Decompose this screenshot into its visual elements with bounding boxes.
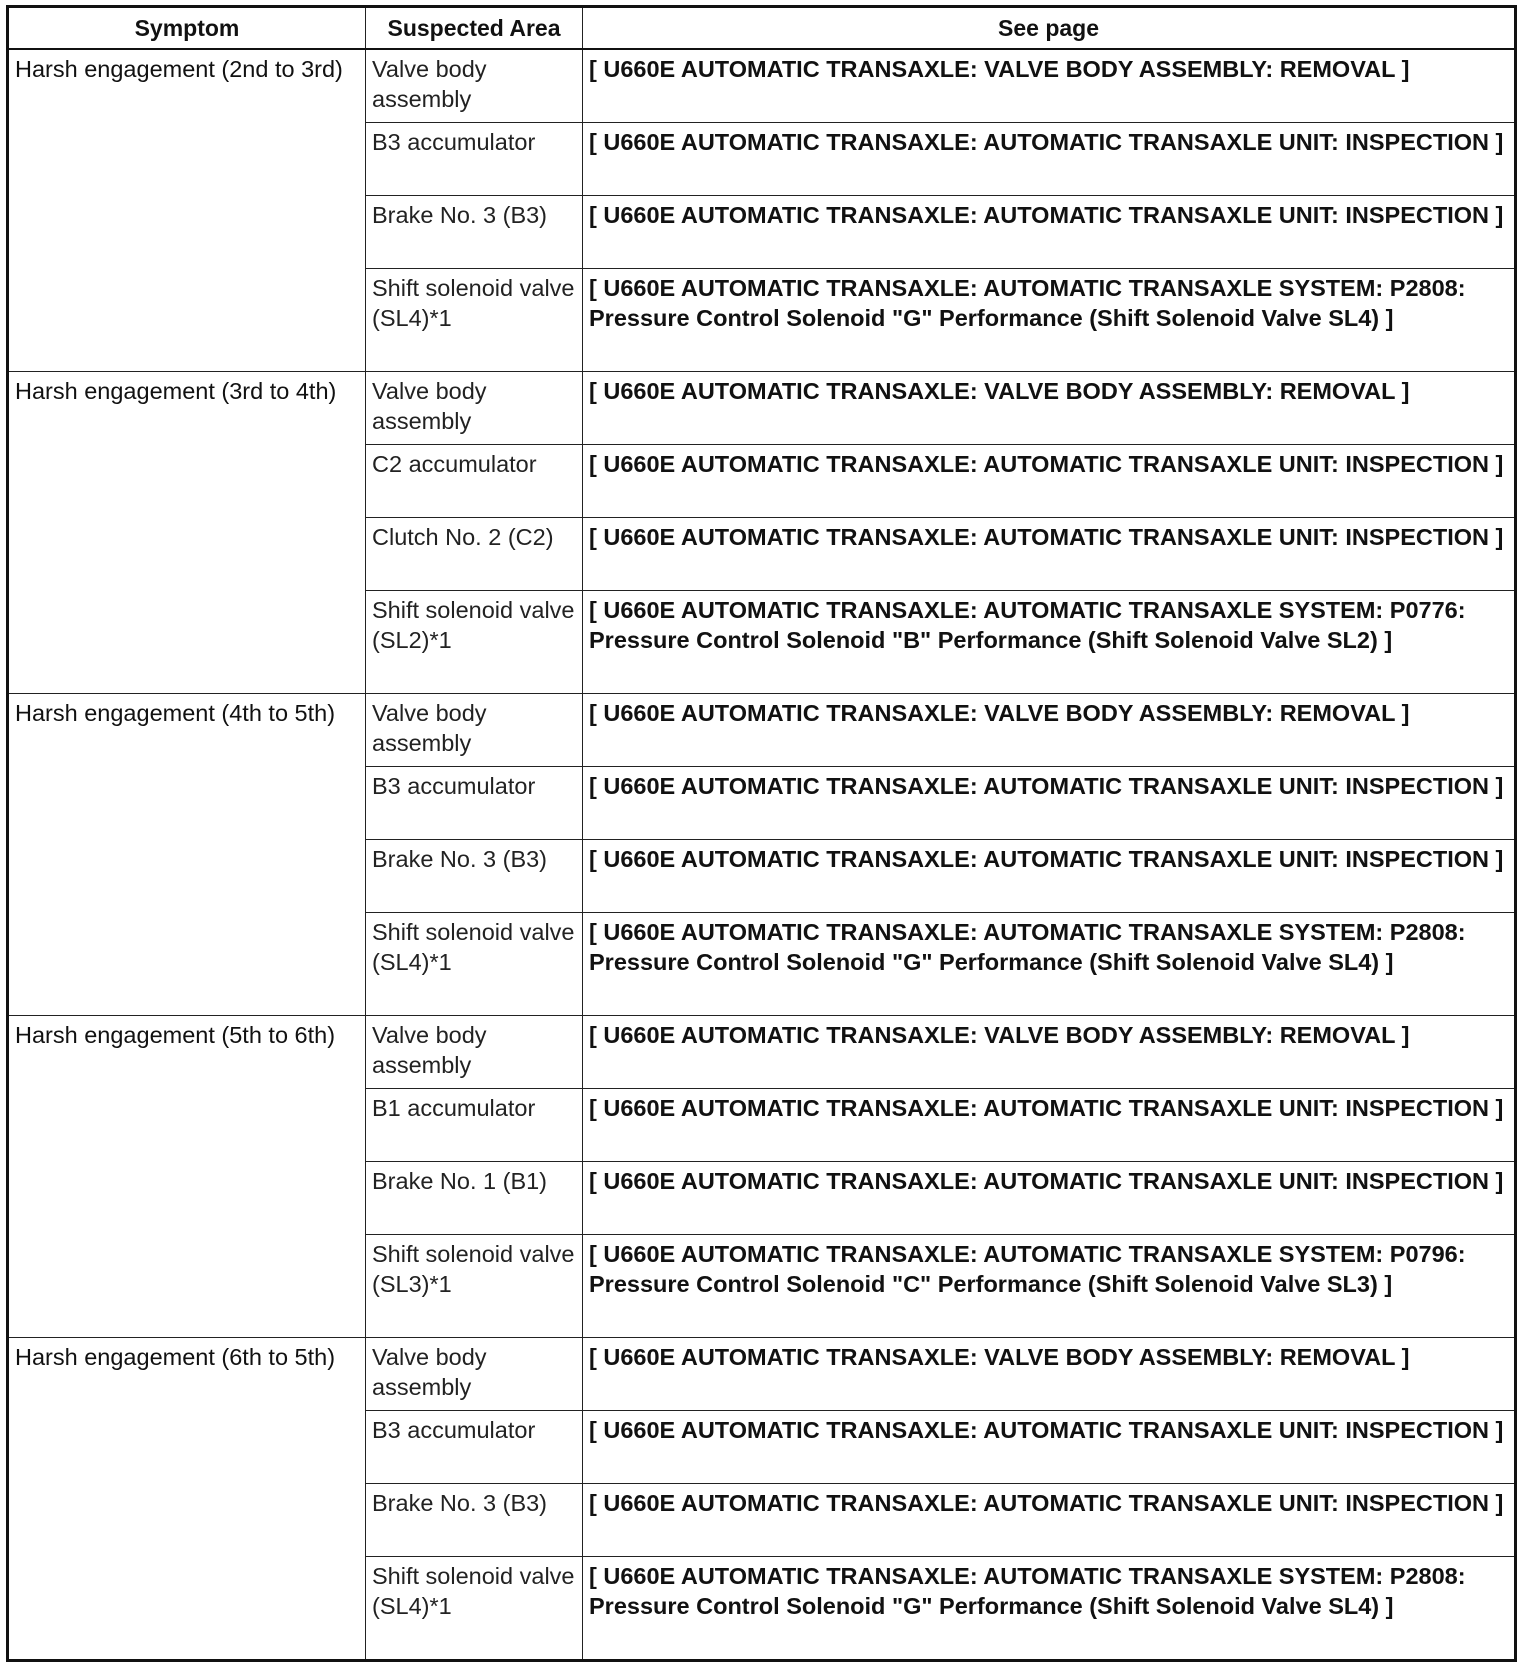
table-row: [8, 372, 1516, 445]
see-page-link[interactable]: [ U660E AUTOMATIC TRANSAXLE: AUTOMATIC TRANSAXLE UNIT: INSPECTION ]: [583, 1162, 1516, 1235]
see-page-link[interactable]: [ U660E AUTOMATIC TRANSAXLE: AUTOMATIC TRANSAXLE SYSTEM: P0776: Pressure Control Solenoid "B" Performance (Shift Solenoid Valve SL2) ]: [583, 591, 1516, 694]
symptom-cell: Harsh engagement (3rd to 4th): [8, 372, 366, 694]
table-row: [8, 1016, 1516, 1089]
table-body: [8, 49, 1516, 1661]
symptom-table: [6, 5, 1517, 1662]
see-page-link[interactable]: [ U660E AUTOMATIC TRANSAXLE: AUTOMATIC TRANSAXLE UNIT: INSPECTION ]: [583, 840, 1516, 913]
see-page-link[interactable]: [ U660E AUTOMATIC TRANSAXLE: AUTOMATIC TRANSAXLE UNIT: INSPECTION ]: [583, 196, 1516, 269]
see-page-link[interactable]: [ U660E AUTOMATIC TRANSAXLE: AUTOMATIC TRANSAXLE UNIT: INSPECTION ]: [583, 1484, 1516, 1557]
see-page-link[interactable]: [ U660E AUTOMATIC TRANSAXLE: AUTOMATIC TRANSAXLE UNIT: INSPECTION ]: [583, 518, 1516, 591]
suspected-area-cell: Shift solenoid valve (SL3)*1: [366, 1235, 583, 1338]
see-page-link[interactable]: [ U660E AUTOMATIC TRANSAXLE: VALVE BODY ASSEMBLY: REMOVAL ]: [583, 49, 1516, 123]
see-page-link[interactable]: [ U660E AUTOMATIC TRANSAXLE: VALVE BODY ASSEMBLY: REMOVAL ]: [583, 1016, 1516, 1089]
symptom-cell: Harsh engagement (2nd to 3rd): [8, 49, 366, 372]
table-header: [8, 7, 1516, 50]
suspected-area-cell: Valve body assembly: [366, 1338, 583, 1411]
table-row: [8, 694, 1516, 767]
suspected-area-cell: Shift solenoid valve (SL2)*1: [366, 591, 583, 694]
header-see-page: See page: [583, 7, 1516, 50]
see-page-link[interactable]: [ U660E AUTOMATIC TRANSAXLE: AUTOMATIC TRANSAXLE UNIT: INSPECTION ]: [583, 123, 1516, 196]
see-page-link[interactable]: [ U660E AUTOMATIC TRANSAXLE: AUTOMATIC TRANSAXLE SYSTEM: P2808: Pressure Control Solenoid "G" Performance (Shift Solenoid Valve SL4) ]: [583, 269, 1516, 372]
document-page: [6, 5, 1517, 1662]
see-page-link[interactable]: [ U660E AUTOMATIC TRANSAXLE: AUTOMATIC TRANSAXLE SYSTEM: P2808: Pressure Control Solenoid "G" Performance (Shift Solenoid Valve SL4) ]: [583, 913, 1516, 1016]
see-page-link[interactable]: [ U660E AUTOMATIC TRANSAXLE: AUTOMATIC TRANSAXLE UNIT: INSPECTION ]: [583, 1089, 1516, 1162]
see-page-link[interactable]: [ U660E AUTOMATIC TRANSAXLE: VALVE BODY ASSEMBLY: REMOVAL ]: [583, 1338, 1516, 1411]
header-suspected-area: Suspected Area: [366, 7, 583, 50]
suspected-area-cell: Brake No. 3 (B3): [366, 1484, 583, 1557]
suspected-area-cell: Valve body assembly: [366, 49, 583, 123]
suspected-area-cell: Shift solenoid valve (SL4)*1: [366, 269, 583, 372]
suspected-area-cell: C2 accumulator: [366, 445, 583, 518]
symptom-cell: Harsh engagement (5th to 6th): [8, 1016, 366, 1338]
suspected-area-cell: B3 accumulator: [366, 767, 583, 840]
see-page-link[interactable]: [ U660E AUTOMATIC TRANSAXLE: VALVE BODY ASSEMBLY: REMOVAL ]: [583, 372, 1516, 445]
see-page-link[interactable]: [ U660E AUTOMATIC TRANSAXLE: AUTOMATIC TRANSAXLE SYSTEM: P0796: Pressure Control Solenoid "C" Performance (Shift Solenoid Valve SL3) ]: [583, 1235, 1516, 1338]
see-page-link[interactable]: [ U660E AUTOMATIC TRANSAXLE: AUTOMATIC TRANSAXLE UNIT: INSPECTION ]: [583, 445, 1516, 518]
suspected-area-cell: Shift solenoid valve (SL4)*1: [366, 913, 583, 1016]
header-row: [8, 7, 1516, 50]
header-symptom: Symptom: [8, 7, 366, 50]
suspected-area-cell: Brake No. 3 (B3): [366, 840, 583, 913]
symptom-cell: Harsh engagement (6th to 5th): [8, 1338, 366, 1661]
suspected-area-cell: Valve body assembly: [366, 1016, 583, 1089]
symptom-cell: Harsh engagement (4th to 5th): [8, 694, 366, 1016]
table-row: [8, 49, 1516, 123]
suspected-area-cell: Brake No. 3 (B3): [366, 196, 583, 269]
suspected-area-cell: Clutch No. 2 (C2): [366, 518, 583, 591]
suspected-area-cell: B1 accumulator: [366, 1089, 583, 1162]
table-row: [8, 1338, 1516, 1411]
see-page-link[interactable]: [ U660E AUTOMATIC TRANSAXLE: AUTOMATIC TRANSAXLE SYSTEM: P2808: Pressure Control Solenoid "G" Performance (Shift Solenoid Valve SL4) ]: [583, 1557, 1516, 1661]
see-page-link[interactable]: [ U660E AUTOMATIC TRANSAXLE: AUTOMATIC TRANSAXLE UNIT: INSPECTION ]: [583, 1411, 1516, 1484]
see-page-link[interactable]: [ U660E AUTOMATIC TRANSAXLE: VALVE BODY ASSEMBLY: REMOVAL ]: [583, 694, 1516, 767]
suspected-area-cell: B3 accumulator: [366, 1411, 583, 1484]
suspected-area-cell: Shift solenoid valve (SL4)*1: [366, 1557, 583, 1661]
suspected-area-cell: Valve body assembly: [366, 372, 583, 445]
suspected-area-cell: Valve body assembly: [366, 694, 583, 767]
suspected-area-cell: Brake No. 1 (B1): [366, 1162, 583, 1235]
suspected-area-cell: B3 accumulator: [366, 123, 583, 196]
see-page-link[interactable]: [ U660E AUTOMATIC TRANSAXLE: AUTOMATIC TRANSAXLE UNIT: INSPECTION ]: [583, 767, 1516, 840]
